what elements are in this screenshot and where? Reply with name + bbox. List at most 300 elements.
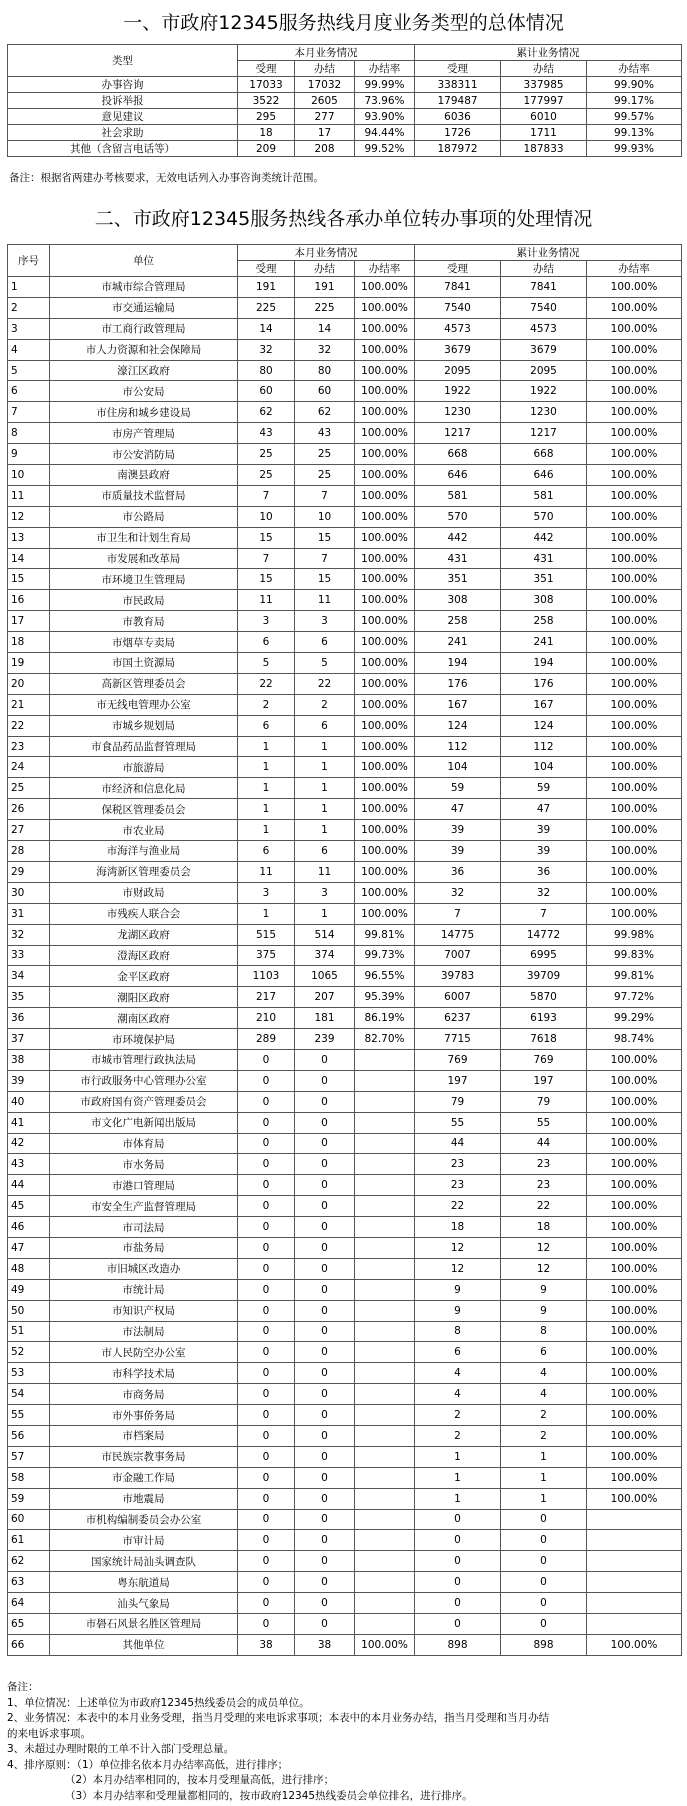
table-row [8,1342,682,1363]
value-cell: 15 [295,569,355,590]
value-cell: 100.00% [587,1258,682,1279]
value-cell: 442 [501,527,587,548]
value-cell: 25 [238,444,295,465]
table-row [8,673,682,694]
unit-cell: 市工商行政管理局 [50,318,238,339]
value-cell: 23 [501,1154,587,1175]
value-cell: 10 [295,506,355,527]
seq-cell: 19 [8,653,50,674]
value-cell: 514 [295,924,355,945]
value-cell: 0 [295,1530,355,1551]
unit-cell: 市质量技术监督局 [50,485,238,506]
table-row [8,841,682,862]
unit-cell: 市卫生和计划生育局 [50,527,238,548]
value-cell: 100.00% [355,715,415,736]
value-cell: 176 [501,673,587,694]
seq-cell: 27 [8,820,50,841]
value-cell: 1 [238,736,295,757]
seq-cell: 2 [8,297,50,318]
sub-header: 办结 [295,261,355,277]
unit-cell: 市礐石风景名胜区管理局 [50,1614,238,1635]
value-cell: 18 [415,1217,501,1238]
seq-cell: 18 [8,632,50,653]
seq-cell: 63 [8,1572,50,1593]
unit-cell: 市公安局 [50,381,238,402]
value-cell: 97.72% [587,987,682,1008]
value-cell: 100.00% [355,1634,415,1655]
seq-cell: 1 [8,277,50,298]
value-cell [355,1551,415,1572]
value-cell: 7 [238,548,295,569]
seq-cell: 37 [8,1029,50,1050]
sub-header: 办结 [295,61,355,77]
value-cell: 207 [295,987,355,1008]
value-cell: 112 [501,736,587,757]
value-cell: 100.00% [355,277,415,298]
value-cell: 9 [501,1300,587,1321]
value-cell: 225 [238,297,295,318]
seq-cell: 23 [8,736,50,757]
value-cell: 95.39% [355,987,415,1008]
seq-cell: 48 [8,1258,50,1279]
value-cell: 2 [238,694,295,715]
value-cell: 100.00% [355,673,415,694]
value-cell: 194 [415,653,501,674]
sub-header: 办结 [501,261,587,277]
value-cell: 80 [295,360,355,381]
value-cell: 100.00% [355,903,415,924]
value-cell: 308 [501,590,587,611]
unit-cell: 海湾新区管理委员会 [50,861,238,882]
value-cell: 0 [295,1300,355,1321]
seq-cell: 50 [8,1300,50,1321]
value-cell: 0 [238,1133,295,1154]
value-cell: 100.00% [587,1049,682,1070]
table-row [8,1279,682,1300]
value-cell: 99.29% [587,1008,682,1029]
table-row [8,1530,682,1551]
value-cell: 6 [238,632,295,653]
value-cell: 100.00% [587,1091,682,1112]
value-cell: 0 [501,1593,587,1614]
unit-cell: 市安全生产监督管理局 [50,1196,238,1217]
sub-header: 办结率 [587,261,682,277]
value-cell: 14 [238,318,295,339]
value-cell: 6 [238,715,295,736]
value-cell: 100.00% [587,778,682,799]
table-row [8,527,682,548]
unit-cell: 国家统计局汕头调查队 [50,1551,238,1572]
unit-cell: 市体育局 [50,1133,238,1154]
value-cell [355,1154,415,1175]
value-cell: 0 [415,1551,501,1572]
table-row [8,1593,682,1614]
value-cell [355,1488,415,1509]
value-cell: 100.00% [587,569,682,590]
type-cell: 社会求助 [8,125,238,141]
value-cell: 23 [501,1175,587,1196]
value-cell: 208 [295,141,355,157]
unit-cell: 市司法局 [50,1217,238,1238]
value-cell: 7 [501,903,587,924]
value-cell: 442 [415,527,501,548]
value-cell: 22 [415,1196,501,1217]
table-row [8,465,682,486]
value-cell: 581 [415,485,501,506]
footnotes [7,1680,681,1804]
table2-body [8,277,682,1656]
unit-cell: 市统计局 [50,1279,238,1300]
unit-header: 单位 [50,245,238,277]
value-cell: 6 [415,1342,501,1363]
value-cell: 100.00% [355,653,415,674]
value-cell: 209 [238,141,295,157]
value-cell: 898 [501,1634,587,1655]
value-cell: 1 [238,778,295,799]
value-cell: 55 [415,1112,501,1133]
value-cell: 1 [415,1446,501,1467]
value-cell: 0 [238,1154,295,1175]
table-row [8,1384,682,1405]
value-cell: 258 [415,611,501,632]
value-cell: 191 [295,277,355,298]
seq-cell: 12 [8,506,50,527]
value-cell: 98.74% [587,1029,682,1050]
value-cell: 0 [501,1551,587,1572]
value-cell: 570 [501,506,587,527]
value-cell: 337985 [501,77,587,93]
value-cell: 15 [238,569,295,590]
table-row [8,1112,682,1133]
value-cell: 431 [415,548,501,569]
value-cell: 99.13% [587,125,682,141]
seq-cell: 51 [8,1321,50,1342]
table-row [8,945,682,966]
value-cell: 0 [238,1175,295,1196]
value-cell [355,1258,415,1279]
value-cell: 12 [501,1237,587,1258]
value-cell: 0 [295,1279,355,1300]
sub-header: 受理 [238,261,295,277]
value-cell: 1 [295,736,355,757]
value-cell: 1230 [501,402,587,423]
value-cell: 17032 [295,77,355,93]
seq-cell: 60 [8,1509,50,1530]
value-cell: 100.00% [587,1279,682,1300]
value-cell: 100.00% [355,861,415,882]
value-cell: 5870 [501,987,587,1008]
value-cell: 1 [238,757,295,778]
table1-header-row [8,45,682,61]
value-cell [355,1593,415,1614]
seq-cell: 59 [8,1488,50,1509]
value-cell: 11 [238,590,295,611]
table-row [8,1196,682,1217]
value-cell: 82.70% [355,1029,415,1050]
value-cell: 59 [415,778,501,799]
value-cell: 100.00% [355,548,415,569]
seq-cell: 49 [8,1279,50,1300]
value-cell: 62 [238,402,295,423]
value-cell: 100.00% [587,548,682,569]
value-cell: 100.00% [587,820,682,841]
table-row [8,93,682,109]
table-row [8,125,682,141]
unit-cell: 市城乡规划局 [50,715,238,736]
value-cell: 43 [238,423,295,444]
table-row [8,277,682,298]
value-cell: 100.00% [587,506,682,527]
value-cell: 7 [295,548,355,569]
seq-cell: 33 [8,945,50,966]
value-cell: 0 [238,1112,295,1133]
value-cell: 0 [295,1258,355,1279]
value-cell: 99.81% [355,924,415,945]
value-cell: 5 [238,653,295,674]
value-cell: 6237 [415,1008,501,1029]
value-cell: 646 [415,465,501,486]
seq-cell: 54 [8,1384,50,1405]
value-cell: 22 [238,673,295,694]
type-cell: 其他（含留言电话等） [8,141,238,157]
value-cell: 187972 [415,141,501,157]
unit-cell: 市房产管理局 [50,423,238,444]
value-cell: 100.00% [355,423,415,444]
section1-title: 一、市政府12345服务热线月度业务类型的总体情况 [123,12,564,34]
value-cell: 0 [238,1614,295,1635]
value-cell: 6 [295,715,355,736]
value-cell: 100.00% [587,485,682,506]
value-cell [355,1572,415,1593]
value-cell: 0 [238,1049,295,1070]
unit-cell: 汕头气象局 [50,1593,238,1614]
value-cell: 39 [415,820,501,841]
unit-cell: 市旧城区改造办 [50,1258,238,1279]
value-cell: 191 [238,277,295,298]
unit-cell: 市城市综合管理局 [50,277,238,298]
value-cell: 100.00% [355,736,415,757]
table-row [8,1321,682,1342]
seq-cell: 61 [8,1530,50,1551]
seq-cell: 58 [8,1467,50,1488]
value-cell: 338311 [415,77,501,93]
seq-cell: 15 [8,569,50,590]
value-cell: 258 [501,611,587,632]
value-cell: 36 [415,861,501,882]
value-cell: 0 [295,1154,355,1175]
value-cell [355,1425,415,1446]
seq-cell: 39 [8,1070,50,1091]
seq-cell: 16 [8,590,50,611]
table-row [8,1467,682,1488]
value-cell [355,1300,415,1321]
value-cell: 100.00% [587,653,682,674]
value-cell: 39783 [415,966,501,987]
value-cell: 124 [415,715,501,736]
value-cell: 100.00% [587,882,682,903]
table-row [8,569,682,590]
value-cell: 4 [501,1384,587,1405]
value-cell: 3 [238,611,295,632]
value-cell: 570 [415,506,501,527]
table-row [8,1509,682,1530]
value-cell: 6010 [501,109,587,125]
table-row [8,924,682,945]
seq-cell: 11 [8,485,50,506]
value-cell: 100.00% [587,1405,682,1426]
value-cell [355,1405,415,1426]
table-row [8,1405,682,1426]
value-cell [355,1279,415,1300]
value-cell: 351 [501,569,587,590]
value-cell: 0 [295,1363,355,1384]
note-line: 4、排序原则：（1）单位排名依本月办结率高低，进行排序； [7,1758,289,1771]
value-cell: 100.00% [587,444,682,465]
value-cell: 0 [238,1258,295,1279]
value-cell: 769 [415,1049,501,1070]
unit-cell: 市商务局 [50,1384,238,1405]
value-cell: 100.00% [587,673,682,694]
type-cell: 投诉举报 [8,93,238,109]
table1-body [8,77,682,157]
value-cell: 0 [295,1405,355,1426]
table-row [8,653,682,674]
seq-cell: 42 [8,1133,50,1154]
business-type-table [7,44,682,157]
value-cell: 1 [295,757,355,778]
value-cell: 12 [415,1258,501,1279]
value-cell: 7 [295,485,355,506]
value-cell: 7 [415,903,501,924]
value-cell: 1 [295,820,355,841]
value-cell: 0 [238,1551,295,1572]
sub-header: 受理 [415,261,501,277]
value-cell: 62 [295,402,355,423]
note-line: （2）本月办结率相同的，按本月受理量高低，进行排序； [65,1774,335,1786]
value-cell: 100.00% [587,799,682,820]
value-cell: 100.00% [355,360,415,381]
value-cell: 6995 [501,945,587,966]
value-cell: 0 [238,1530,295,1551]
value-cell: 2605 [295,93,355,109]
sub-header: 办结率 [355,61,415,77]
table-row [8,778,682,799]
table-row [8,903,682,924]
value-cell: 375 [238,945,295,966]
value-cell [355,1509,415,1530]
value-cell: 100.00% [355,590,415,611]
value-cell: 0 [415,1614,501,1635]
table-row [8,297,682,318]
table-row [8,423,682,444]
unit-cell: 市政府国有资产管理委员会 [50,1091,238,1112]
value-cell: 0 [295,1446,355,1467]
unit-cell: 市环境卫生管理局 [50,569,238,590]
seq-cell: 6 [8,381,50,402]
value-cell: 100.00% [587,1363,682,1384]
unit-cell: 市民族宗教事务局 [50,1446,238,1467]
value-cell: 60 [238,381,295,402]
value-cell: 176 [415,673,501,694]
value-cell: 15 [295,527,355,548]
value-cell: 11 [295,590,355,611]
value-cell: 15 [238,527,295,548]
table-row [8,109,682,125]
value-cell: 0 [238,1384,295,1405]
value-cell: 0 [238,1363,295,1384]
value-cell: 2 [501,1405,587,1426]
value-cell: 100.00% [355,694,415,715]
value-cell: 94.44% [355,125,415,141]
sub-header: 办结 [501,61,587,77]
value-cell: 1217 [415,423,501,444]
unit-cell: 市财政局 [50,882,238,903]
value-cell: 0 [295,1509,355,1530]
value-cell: 1217 [501,423,587,444]
seq-cell: 62 [8,1551,50,1572]
seq-header: 序号 [8,245,50,277]
table-row [8,1363,682,1384]
unit-cell: 市农业局 [50,820,238,841]
table-row [8,590,682,611]
value-cell: 59 [501,778,587,799]
value-cell: 2 [415,1425,501,1446]
value-cell: 100.00% [355,799,415,820]
table-row [8,1175,682,1196]
value-cell: 99.83% [587,945,682,966]
unit-cell: 市旅游局 [50,757,238,778]
value-cell: 187833 [501,141,587,157]
table-row [8,1237,682,1258]
value-cell: 1 [238,903,295,924]
value-cell: 12 [415,1237,501,1258]
value-cell: 100.00% [355,611,415,632]
value-cell [587,1530,682,1551]
value-cell [355,1070,415,1091]
cumulative-header: 累计业务情况 [415,45,682,61]
table-row [8,339,682,360]
value-cell: 99.98% [587,924,682,945]
month-header: 本月业务情况 [238,45,415,61]
value-cell: 0 [501,1614,587,1635]
table-row [8,1049,682,1070]
unit-cell: 市地震局 [50,1488,238,1509]
value-cell: 39 [501,841,587,862]
table2-header-row [8,245,682,261]
value-cell: 8 [415,1321,501,1342]
value-cell: 0 [295,1175,355,1196]
table1-note: 备注：根据省两建办考核要求，无效电话列入办事咨询类统计范围。 [9,172,324,184]
value-cell: 431 [501,548,587,569]
unit-cell: 市国土资源局 [50,653,238,674]
value-cell: 295 [238,109,295,125]
value-cell: 100.00% [355,841,415,862]
value-cell: 0 [501,1530,587,1551]
value-cell: 100.00% [587,277,682,298]
value-cell: 38 [238,1634,295,1655]
cumulative-header: 累计业务情况 [415,245,682,261]
value-cell: 6 [501,1342,587,1363]
value-cell: 6193 [501,1008,587,1029]
value-cell: 308 [415,590,501,611]
note-line: 备注： [7,1681,39,1693]
value-cell: 25 [295,444,355,465]
value-cell: 241 [415,632,501,653]
seq-cell: 55 [8,1405,50,1426]
value-cell: 8 [501,1321,587,1342]
value-cell: 0 [238,1091,295,1112]
value-cell: 55 [501,1112,587,1133]
